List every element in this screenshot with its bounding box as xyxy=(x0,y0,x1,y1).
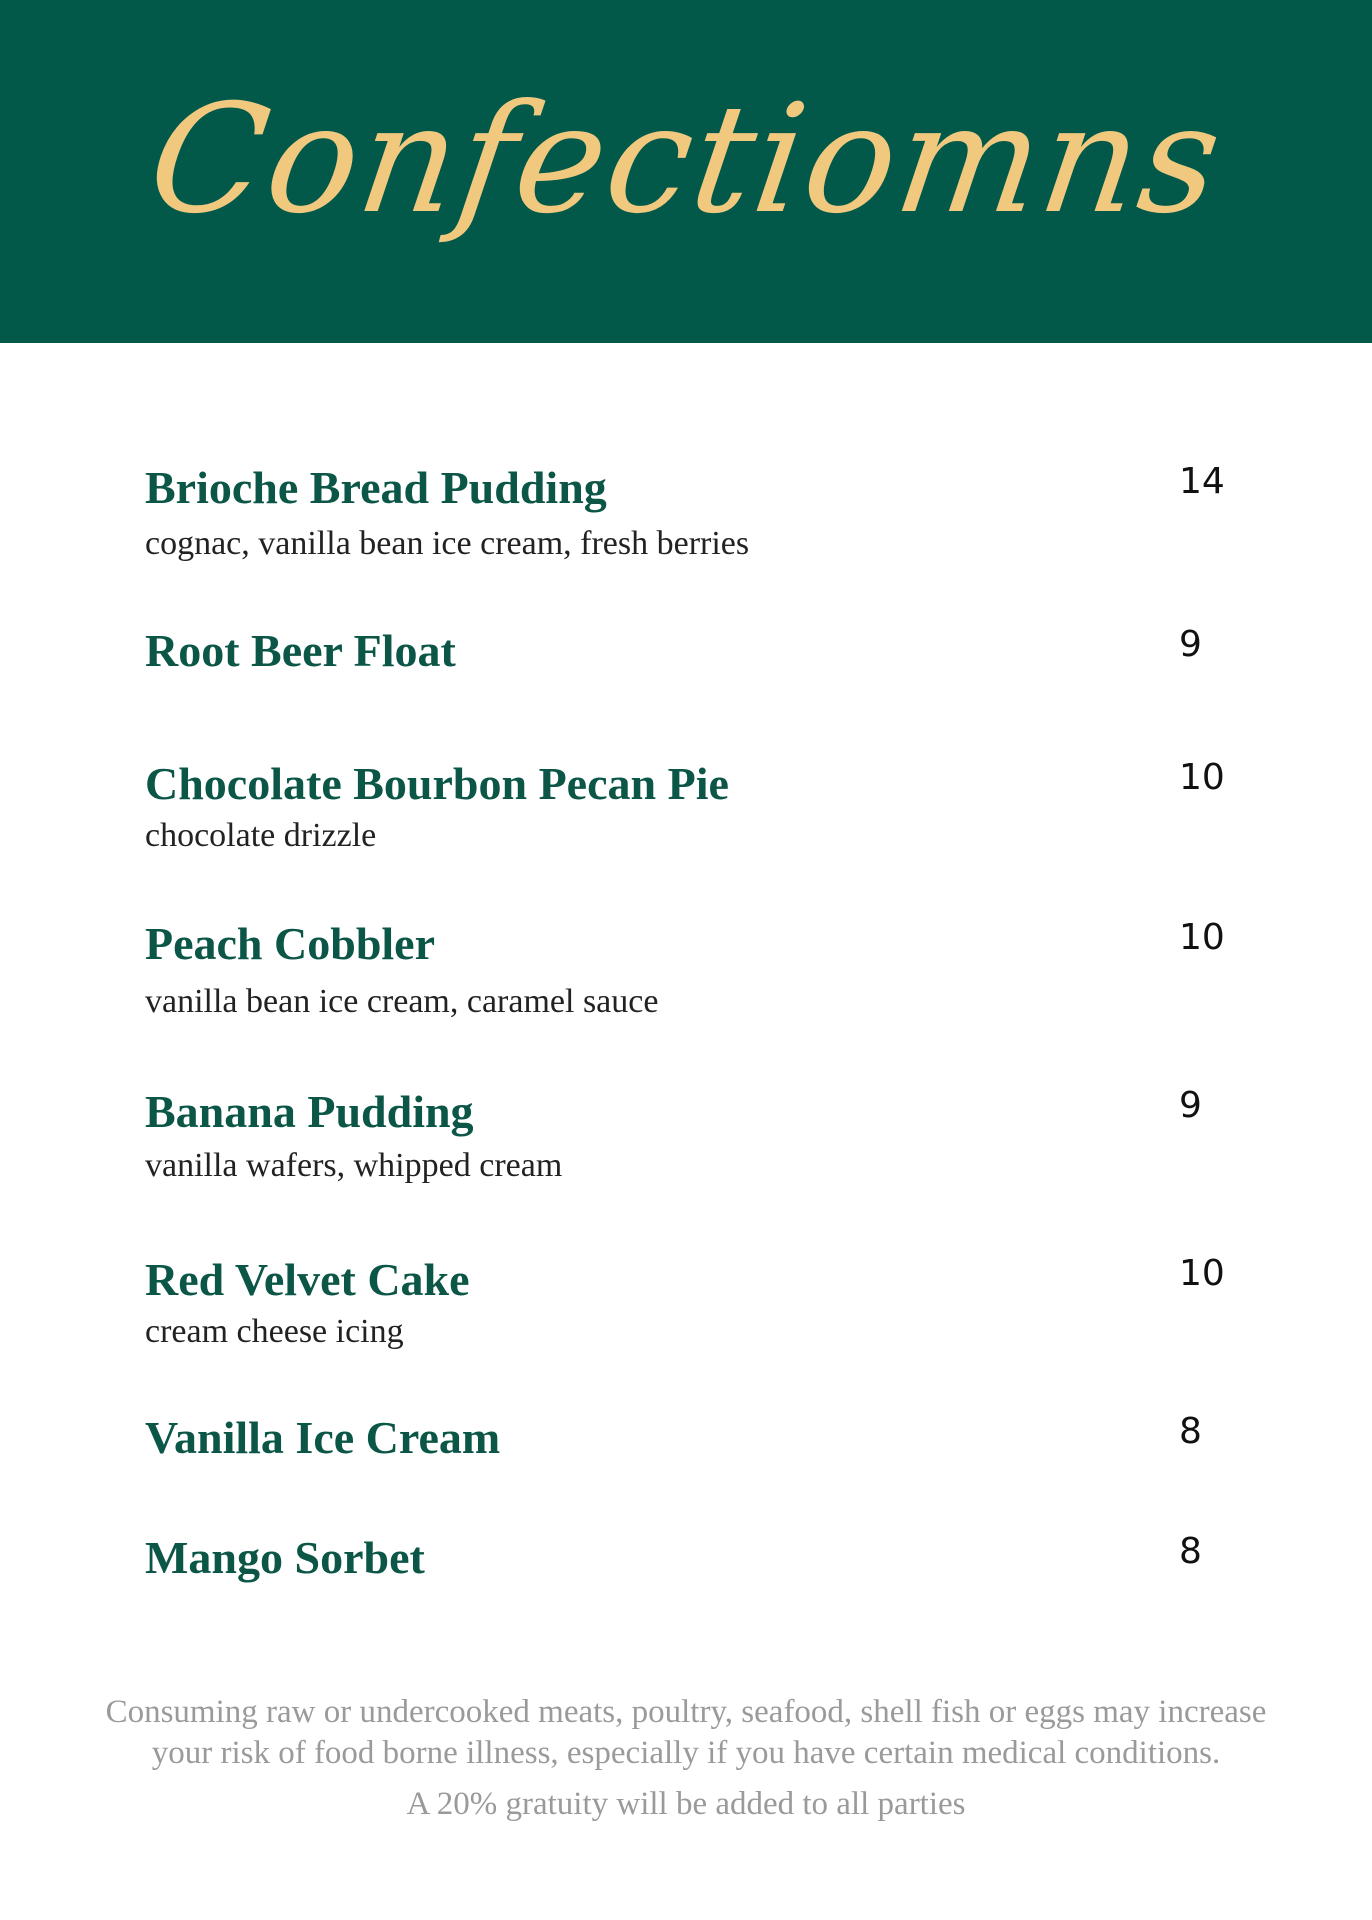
food-safety-disclaimer xyxy=(60,1692,1312,1774)
menu-title: Confectiomns xyxy=(139,73,1233,247)
header-banner xyxy=(0,0,1372,343)
menu-item xyxy=(145,916,1225,1026)
item-price: 8 xyxy=(1179,1531,1202,1572)
item-description: vanilla wafers, whipped cream xyxy=(145,1147,563,1184)
item-price: 9 xyxy=(1179,1085,1202,1126)
item-name: Brioche Bread Pudding xyxy=(145,462,607,513)
gratuity-note: A 20% gratuity will be added to all parties xyxy=(406,1786,966,1822)
menu-item xyxy=(145,1530,1225,1590)
item-price: 9 xyxy=(1179,624,1202,665)
item-price: 10 xyxy=(1179,917,1225,958)
item-price: 14 xyxy=(1179,461,1225,502)
item-name: Root Beer Float xyxy=(145,625,456,676)
menu-item xyxy=(145,756,1225,866)
menu-item xyxy=(145,460,1225,570)
menu-item xyxy=(145,623,1225,683)
item-name: Vanilla Ice Cream xyxy=(145,1412,501,1463)
menu-item xyxy=(145,1084,1225,1194)
menu-item xyxy=(145,1410,1225,1470)
item-name: Chocolate Bourbon Pecan Pie xyxy=(145,758,729,809)
item-name: Red Velvet Cake xyxy=(145,1254,470,1305)
item-price: 8 xyxy=(1179,1411,1202,1452)
item-description: vanilla bean ice cream, caramel sauce xyxy=(145,983,659,1020)
item-description: cognac, vanilla bean ice cream, fresh berries xyxy=(145,525,750,562)
menu-item xyxy=(145,1252,1225,1362)
disclaimer-line-2: your risk of food borne illness, especially if you have certain medical conditions. xyxy=(151,1735,1221,1771)
item-description: cream cheese icing xyxy=(145,1313,404,1350)
item-price: 10 xyxy=(1179,757,1225,798)
item-name: Banana Pudding xyxy=(145,1086,474,1137)
item-description: chocolate drizzle xyxy=(145,817,377,854)
item-name: Peach Cobbler xyxy=(145,918,436,969)
item-price: 10 xyxy=(1179,1253,1225,1294)
item-name: Mango Sorbet xyxy=(145,1532,425,1583)
disclaimer-line-1: Consuming raw or undercooked meats, poultry, seafood, shell fish or eggs may increase xyxy=(105,1694,1267,1730)
